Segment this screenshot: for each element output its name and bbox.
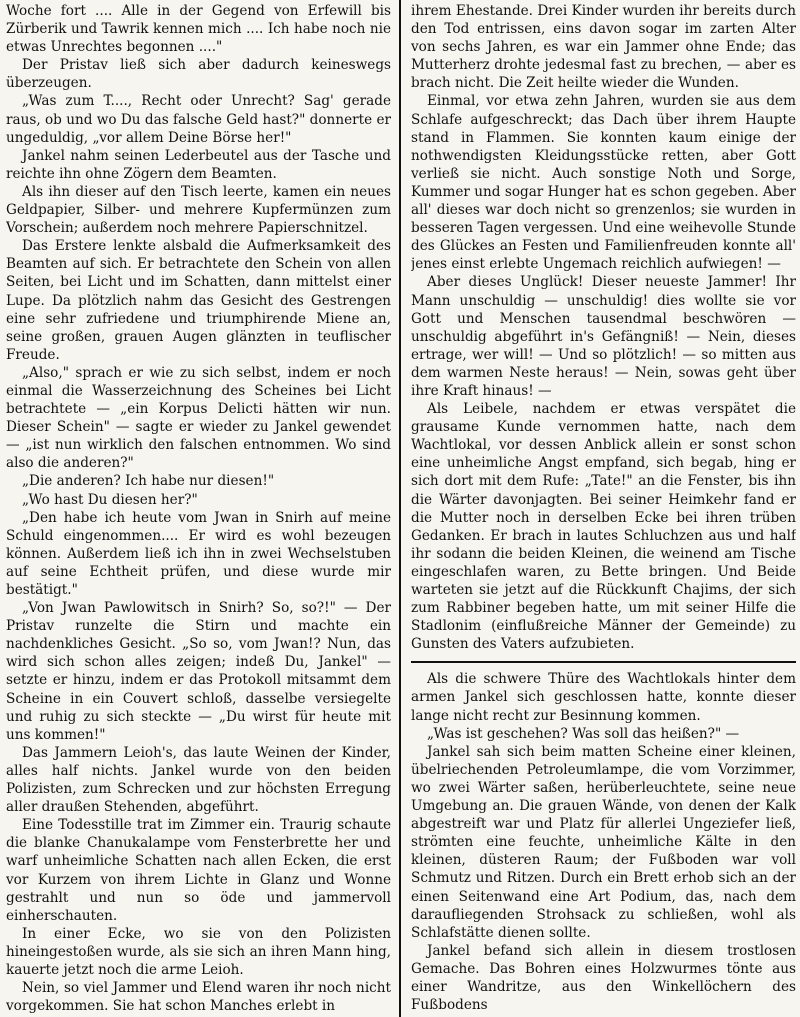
column-rule — [399, 0, 401, 1017]
paragraph: Einmal, vor etwa zehn Jahren, wurden sie aus dem Schlafe aufgeschreckt; das Dach über ihrem Haupte stand in Flammen. Sie konnten kaum einige der nothwendigsten Kleidungsstücke retten, aber Gott verließ sie nicht. Auch sonstige Noth und Sorge, Kummer und sogar Hunger hat es schon gegeben. Aber all' dieses war doch nicht so grenzenlos; sie wurden in besseren Tagen vergessen. Und eine weihevolle Stunde des Glückes an Festen und Familienfreuden konnte all' jenes einst erlebte Ungemach reichlich aufwiegen! — — [411, 93, 796, 273]
paragraph: Der Pristav ließ sich aber dadurch keineswegs überzeugen. — [6, 57, 391, 92]
paragraph: Jankel nahm seinen Lederbeutel aus der Tasche und reichte ihn ohne Zögern dem Beamten. — [6, 147, 391, 182]
section-divider — [411, 661, 796, 663]
paragraph: „Was ist geschehen? Was soll das heißen?" — — [427, 725, 740, 742]
paragraph: Das Erstere lenkte alsbald die Aufmerksamkeit des Beamten auf sich. Er betrachtete den Schein von allen Seiten, bei Licht und im Schatten, dann mittelst einer Lupe. Da plötzlich nahm das Gesicht des Gestrengen eine sehr zufriedene und triumphirende Miene an, seine großen, grauen Augen glänzten in teuflischer Freude. — [6, 238, 391, 363]
paragraph: „Wo hast Du diesen her?" — [22, 491, 198, 508]
right-column — [411, 2, 796, 1014]
paragraph: Jankel sah sich beim matten Scheine einer kleinen, übelriechenden Petroleumlampe, die vom Vorzimmer, wo zwei Wärter saßen, herüberleuchtete, seine neue Umgebung an. Die grauen Wände, von denen der Kalk abgestreift war und Platz für allerlei Ungeziefer ließ, strömten eine feuchte, unheimliche Kälte in den kleinen, düsteren Raum; der Fußboden war voll Schmutz und Ritzen. Durch ein Brett erhob sich an der einen Seitenwand eine Art Podium, das, nach dem daraufliegenden Strohsack zu schließen, wohl als Schlafstätte dienen sollte. — [411, 743, 796, 941]
paragraph: „Den habe ich heute vom Jwan in Snirh auf meine Schuld eingenommen.... Er wird es wohl bezeugen können. Außerdem ließ ich ihn in zwei Wechselstuben auf seine Echtheit prüfen, und diese wurde mir bestätigt." — [6, 509, 391, 598]
paragraph: Das Jammern Leioh's, das laute Weinen der Kinder, alles half nichts. Jankel wurde von den beiden Polizisten, zum Schrecken und zur höchsten Erregung aller draußen Stehenden, abgeführt. — [6, 744, 391, 816]
paragraph: ihrem Ehestande. Drei Kinder wurden ihr bereits durch den Tod entrissen, eins davon sogar im zarten Alter von sechs Jahren, es war ein Jammer ohne Ende; das Mutterherz drohte jedesmal fast zu brechen, — aber es brach nicht. Die Zeit heilte wieder die Wunden. — [411, 3, 796, 92]
paragraph: Eine Todesstille trat im Zimmer ein. Traurig schaute die blanke Chanukalampe vom Fensterbrette her und warf unheimliche Schatten nach allen Ecken, die erst vor Kurzem von ihrem Lichte in Glanz und Wonne gestrahlt und nun so öde und jammervoll einherschauten. — [6, 817, 391, 924]
paragraph: Aber dieses Unglück! Dieser neueste Jammer! Ihr Mann unschuldig — unschuldig! dies wollte sie vor Gott und Menschen tausendmal beschwören — unschuldig abgeführt in's Gefängniß! — Nein, dieses ertrage, wer will! — Und so plötzlich! — so mitten aus dem warmen Neste heraus! — Nein, sowas geht über ihre Kraft hinaus! — — [411, 274, 796, 399]
paragraph: „Also," sprach er wie zu sich selbst, indem er noch einmal die Wasserzeichnung des Scheines bei Licht betrachtete — „ein Korpus Delicti hätten wir nun. Dieser Schein" — sagte er wieder zu Jankel gewendet — „ist nun wirklich den falschen entnommen. Wo sind also die anderen?" — [6, 364, 391, 472]
paragraph: Jankel befand sich allein in diesem trostlosen Gemache. Das Bohren eines Holzwurmes tönte aus einer Wandritze, aus den Winkellöchern des Fußbodens — [411, 942, 796, 1014]
paragraph: „Die anderen? Ich habe nur diesen!" — [22, 473, 275, 490]
paragraph: In einer Ecke, wo sie von den Polizisten hineingestoßen wurde, als sie sich an ihren Mann hing, kauerte jetzt noch die arme Leioh. — [6, 925, 391, 978]
paragraph: „Was zum T...., Recht oder Unrecht? Sag' gerade raus, ob und wo Du das falsche Geld hast?" donnerte er ungeduldig, „vor allem Deine Börse her!" — [6, 93, 391, 146]
paragraph: Woche fort .... Alle in der Gegend von Erfewill bis Zürberik und Tawrik kennen mich .... Ich habe noch nie etwas Unrechtes begonnen ...." — [6, 3, 391, 56]
paragraph: Als Leibele, nachdem er etwas verspätet die grausame Kunde vernommen hatte, nach dem Wachtlokal, vor dessen Anblick allein er sonst schon eine unheimliche Angst empfand, sich begab, hing er sich dort mit dem Rufe: „Tate!" an die Fenster, bis ihn die Wärter davonjagten. Bei seiner Heimkehr fand er die Mutter noch in derselben Ecke bei ihren trüben Gedanken. Er brach in lautes Schluchzen aus und half ihr sodann die beiden Kleinen, die weinend am Tische eingeschlafen waren, zu Bette bringen. Und Beide warteten sie jetzt auf die Rückkunft Chajims, der sich zum Rabbiner begeben hatte, um mit seiner Hilfe die Stadlonim (einflußreiche Männer der Gemeinde) zu Gunsten des Vaters aufzubieten. — [411, 401, 796, 653]
paragraph: Als die schwere Thüre des Wachtlokals hinter dem armen Jankel sich geschlossen hatte, konnte dieser lange nicht recht zur Besinnung kommen. — [411, 671, 796, 724]
left-column — [6, 2, 391, 1014]
paragraph: Als ihn dieser auf den Tisch leerte, kamen ein neues Geldpapier, Silber- und mehrere Kupfermünzen zum Vorschein; außerdem noch mehrere Papierschnitzel. — [6, 183, 391, 237]
paragraph: Nein, so viel Jammer und Elend waren ihr noch nicht vorgekommen. Sie hat schon Manches erlebt in — [6, 980, 391, 1014]
paragraph: „Von Jwan Pawlowitsch in Snirh? So, so?!" — Der Pristav runzelte die Stirn und machte ein nachdenkliches Gesicht. „So so, vom Jwan!? Nun, das wird sich schon alles zeigen; indeß Du, Jankel" — setzte er hinzu, indem er das Protokoll mitsammt dem Scheine in ein Couvert schloß, dasselbe versiegelte und ruhig zu sich steckte — „Du wirst für heute mit uns kommen!" — [6, 600, 391, 743]
